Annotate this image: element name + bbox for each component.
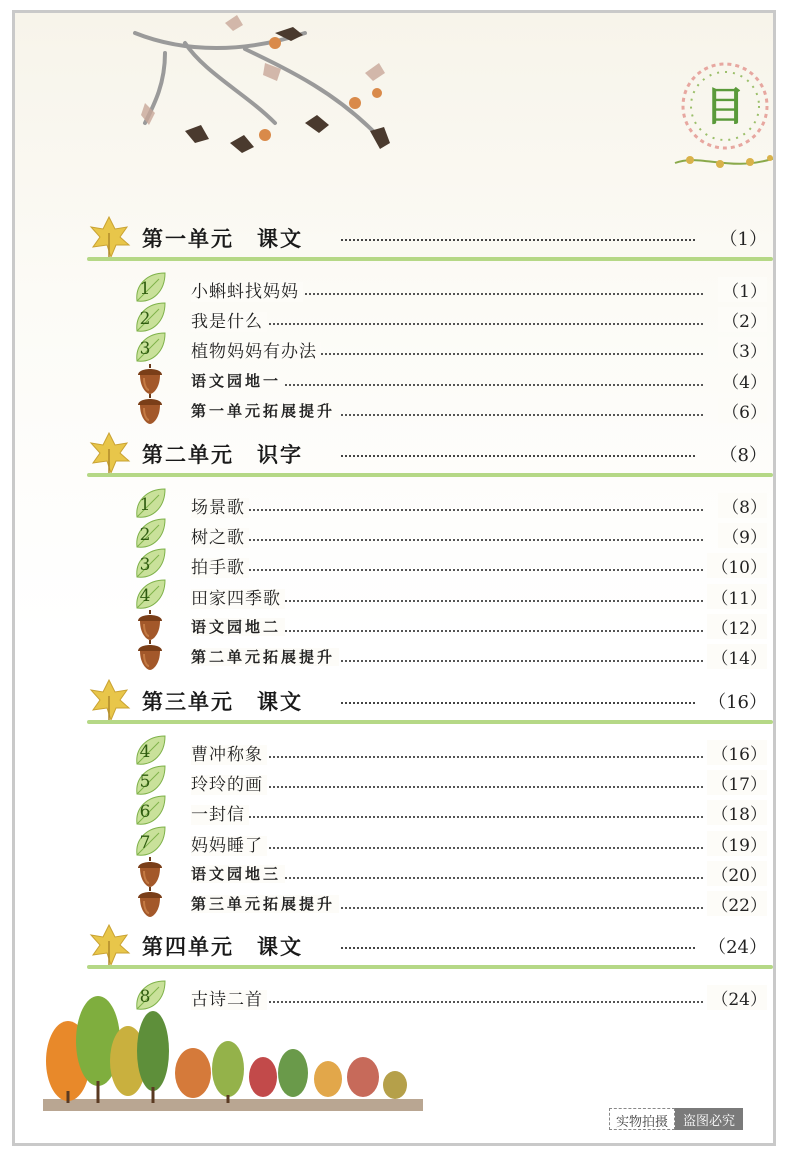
- supplement-entry[interactable]: [133, 394, 767, 424]
- entry-page-number: （20）: [707, 861, 767, 886]
- entry-label-text: 场景歌: [191, 498, 249, 518]
- unit-title: 第三单元 课文: [142, 690, 303, 714]
- dot-leader: [193, 1001, 703, 1003]
- supplement-entry[interactable]: [133, 364, 767, 394]
- entry-label: [191, 893, 339, 914]
- entry-label-text: 语文园地一: [191, 372, 285, 390]
- entry-page-number: （14）: [707, 644, 767, 669]
- unit-header[interactable]: [87, 211, 767, 263]
- dot-leader: [341, 702, 695, 704]
- entry-label-text: 一封信: [191, 805, 249, 825]
- lesson-entry[interactable]: [133, 303, 767, 333]
- entry-label: [191, 646, 339, 667]
- entry-page-number: （2）: [718, 307, 767, 332]
- entry-label-text: 妈妈睡了: [191, 836, 267, 856]
- entry-label: [191, 770, 267, 795]
- dot-leader: [193, 786, 703, 788]
- unit-title: 第一单元 课文: [142, 227, 303, 251]
- entry-label: [191, 337, 321, 362]
- lesson-number: 2: [139, 309, 151, 330]
- entry-label: [191, 616, 285, 637]
- entry-label-text: 古诗二首: [191, 990, 267, 1010]
- unit-page-number: （24）: [708, 937, 767, 958]
- entry-label: [191, 584, 285, 609]
- entry-page-number: （4）: [718, 368, 767, 393]
- lesson-entry[interactable]: [133, 273, 767, 303]
- entry-label-text: 第三单元拓展提升: [191, 895, 339, 913]
- lesson-number: 4: [139, 742, 151, 762]
- lesson-number: 6: [139, 802, 151, 823]
- entry-label: [191, 400, 339, 421]
- entry-label-text: 语文园地二: [191, 618, 285, 636]
- entry-page-number: （10）: [707, 553, 767, 578]
- lesson-number: 3: [139, 339, 151, 360]
- entry-label: [191, 307, 267, 332]
- entry-page-number: （22）: [707, 891, 767, 916]
- entry-label-text: 语文园地三: [191, 865, 285, 883]
- acorn-icon: [135, 392, 169, 426]
- dot-leader: [193, 509, 703, 511]
- maple-leaf-icon: [87, 431, 131, 479]
- acorn-icon: [135, 885, 169, 919]
- entry-label-text: 我是什么: [191, 312, 267, 332]
- entry-label: [191, 863, 285, 884]
- stamp-right: 盗图必究: [675, 1108, 743, 1130]
- unit-divider: [87, 720, 773, 724]
- dot-leader: [193, 847, 703, 849]
- entry-label: [191, 740, 267, 765]
- lesson-entry[interactable]: [133, 549, 767, 579]
- acorn-icon: [135, 362, 169, 396]
- entry-label-text: 小蝌蚪找妈妈: [191, 282, 303, 302]
- dot-leader: [193, 323, 703, 325]
- lesson-number: 1: [139, 495, 151, 515]
- supplement-entry[interactable]: [133, 610, 767, 640]
- entry-label: [191, 831, 267, 856]
- entry-page-number: （6）: [718, 398, 767, 423]
- lesson-entry[interactable]: [133, 766, 767, 796]
- supplement-entry[interactable]: [133, 887, 767, 917]
- unit-page-number: （8）: [719, 445, 767, 466]
- lesson-number: 2: [139, 525, 151, 546]
- entry-label: [191, 800, 249, 825]
- entry-page-number: （11）: [707, 584, 767, 609]
- supplement-entry[interactable]: [133, 640, 767, 670]
- lesson-number: 4: [139, 585, 151, 606]
- entry-page-number: （19）: [707, 831, 767, 856]
- supplement-entry[interactable]: [133, 857, 767, 887]
- unit-divider: [87, 473, 773, 477]
- entry-page-number: （18）: [707, 800, 767, 825]
- entry-label: [191, 493, 249, 518]
- entry-page-number: （9）: [718, 523, 767, 548]
- dot-leader: [341, 455, 695, 457]
- dot-leader: [341, 239, 695, 241]
- dot-leader: [193, 816, 703, 818]
- entry-label-text: 第一单元拓展提升: [191, 402, 339, 420]
- unit-page-number: （1）: [719, 229, 767, 250]
- lesson-entry[interactable]: [133, 827, 767, 857]
- maple-leaf-icon: [87, 678, 131, 726]
- entry-page-number: （24）: [707, 985, 767, 1010]
- page-frame: [12, 10, 776, 1146]
- dot-leader: [193, 539, 703, 541]
- entry-label-text: 玲玲的画: [191, 775, 267, 795]
- entry-page-number: （12）: [707, 614, 767, 639]
- entry-label: [191, 370, 285, 391]
- entry-page-number: （17）: [707, 770, 767, 795]
- maple-leaf-icon: [87, 215, 131, 263]
- copyright-stamp: [609, 1108, 743, 1130]
- lesson-number: 5: [139, 772, 151, 793]
- lesson-entry[interactable]: [133, 333, 767, 363]
- entry-label-text: 曹冲称象: [191, 745, 267, 765]
- entry-label-text: 第二单元拓展提升: [191, 648, 339, 666]
- lesson-entry[interactable]: [133, 519, 767, 549]
- entry-page-number: （8）: [718, 493, 767, 518]
- unit-page-number: （16）: [708, 692, 767, 713]
- unit-divider: [87, 965, 773, 969]
- lesson-entry[interactable]: [133, 981, 767, 1011]
- acorn-icon: [135, 638, 169, 672]
- lesson-number: 3: [139, 555, 151, 576]
- entry-label-text: 树之歌: [191, 528, 249, 548]
- maple-leaf-icon: [87, 923, 131, 971]
- lesson-number: 7: [139, 832, 151, 853]
- lesson-number: 8: [139, 987, 151, 1007]
- unit-header[interactable]: [87, 427, 767, 479]
- entry-label: [191, 523, 249, 548]
- entry-label-text: 植物妈妈有办法: [191, 342, 321, 362]
- acorn-icon: [135, 855, 169, 889]
- entry-label-text: 拍手歌: [191, 558, 249, 578]
- unit-divider: [87, 257, 773, 261]
- entry-label: [191, 277, 303, 302]
- lesson-entry[interactable]: [133, 489, 767, 519]
- table-of-contents: [15, 13, 776, 1146]
- unit-header[interactable]: [87, 919, 767, 971]
- lesson-number: 1: [139, 279, 151, 299]
- lesson-entry[interactable]: [133, 580, 767, 610]
- dot-leader: [193, 569, 703, 571]
- acorn-icon: [135, 608, 169, 642]
- entry-label: [191, 985, 267, 1010]
- unit-header[interactable]: [87, 674, 767, 726]
- entry-page-number: （16）: [707, 740, 767, 765]
- lesson-entry[interactable]: [133, 736, 767, 766]
- entry-page-number: （1）: [718, 277, 767, 302]
- contents-badge-char: 目: [705, 84, 745, 130]
- lesson-entry[interactable]: [133, 796, 767, 826]
- dot-leader: [193, 756, 703, 758]
- unit-title: 第二单元 识字: [142, 443, 303, 467]
- entry-page-number: （3）: [718, 337, 767, 362]
- dot-leader: [341, 947, 695, 949]
- entry-label: [191, 553, 249, 578]
- entry-label-text: 田家四季歌: [191, 589, 285, 609]
- unit-title: 第四单元 课文: [142, 935, 303, 959]
- stamp-left: 实物拍摄: [609, 1108, 675, 1130]
